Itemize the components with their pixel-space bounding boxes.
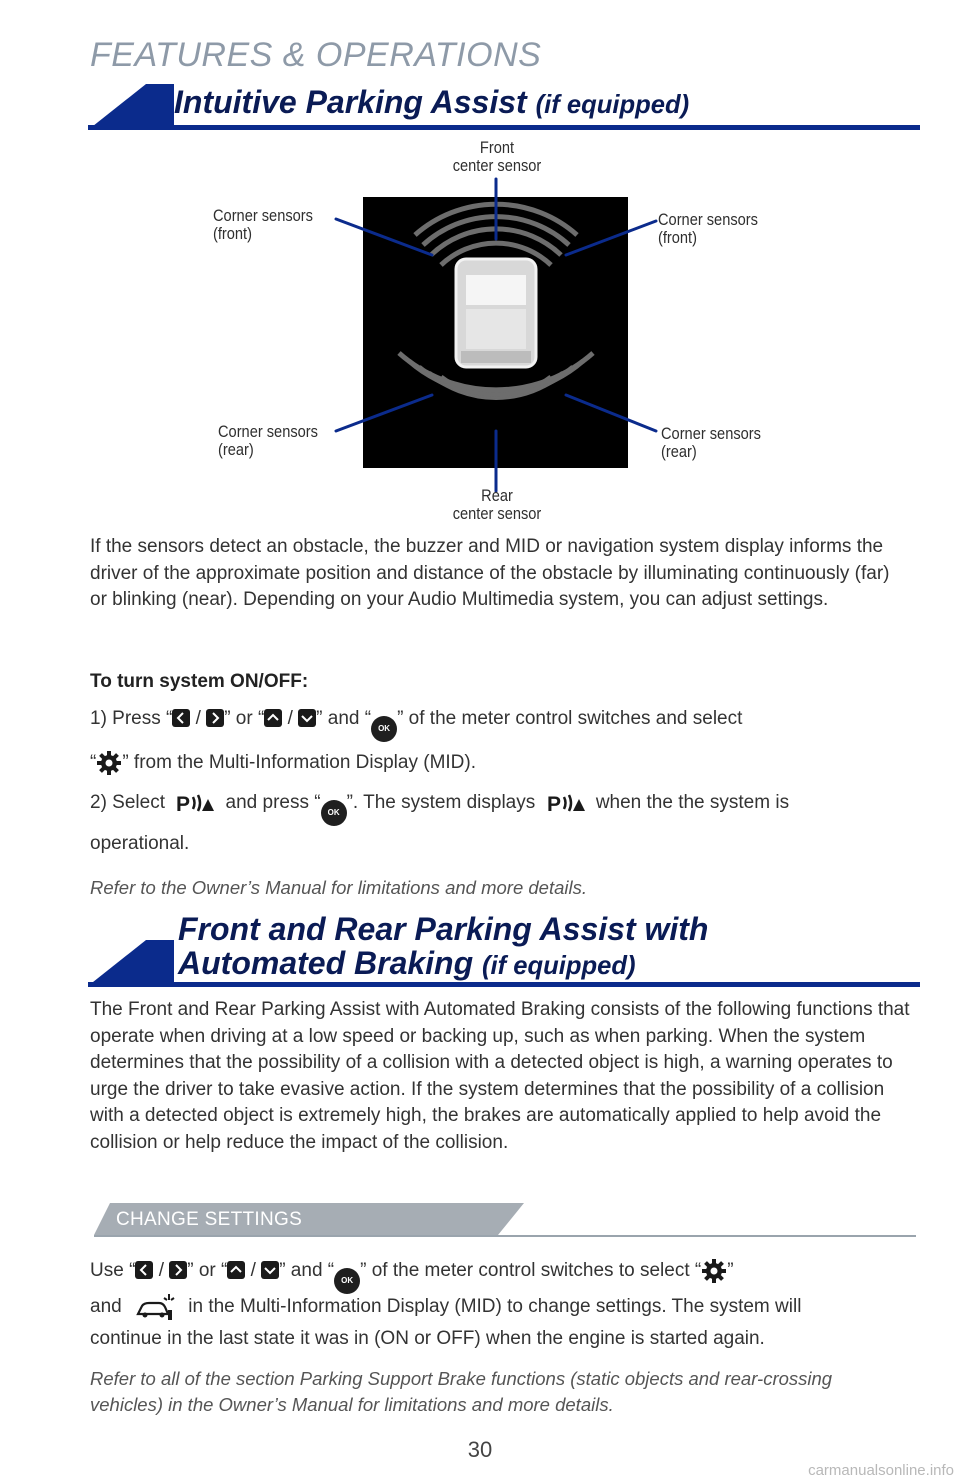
page-number: 30 [467,1437,493,1462]
label-corner-rear-right-line1: Corner sensors [661,424,761,443]
onoff-heading: To turn system ON/OFF: [90,671,309,692]
label-rear-center-line2: center sensor [452,504,542,523]
section-2-paragraph: The Front and Rear Parking Assist with Automated Braking consists of the following functions that operate when driving at a low speed or backing up, such as when parking. When the system determines that the possibility of a collision with a detected object is high, a warning operates to urge the driver to take evasive action. If the system determines that the possibility of a collision with a detected object is extremely high, the brakes are automatically applied to help avoid the collision or help reduce the impact of the collision. [90,999,910,1153]
label-corner-front-right-line2: (front) [658,228,697,247]
step1-slash-2: / [287,708,293,729]
chevron-right-icon [206,709,224,727]
step2-text-a: 2) Select [90,792,165,814]
section-2-title [178,912,708,983]
label-corner-rear-right [661,425,761,461]
gear-icon [96,750,122,776]
label-rear-center [445,487,550,523]
label-corner-rear-left [218,423,318,459]
parking-assist-indicator-icon [545,791,587,815]
intro-paragraph: If the sensors detect an obstacle, the buzzer and MID or navigation system display informs the driver of the approximate position and distance of the obstacle by illuminating continuously (far) or blinking (near). Depending on your Audio Multimedia system, you can adjust settings. [90,536,890,610]
step2-text-c: ”. The system displays [346,792,536,814]
settings-slash: / [158,1260,164,1282]
step-2-line [90,791,789,826]
step1-text-f: ” from the Multi-Information Display (MID). [122,752,477,774]
chevron-down-icon [261,1261,279,1279]
svg-text:P: P [176,793,191,815]
section-title-suffix: (if equipped) [535,91,690,119]
settings-line-1 [90,1258,734,1294]
label-rear-center-line1: Rear [481,486,513,505]
label-corner-front-left-line2: (front) [213,224,252,243]
settings-line-3: continue in the last state it was in (ON or OFF) when the engine is started again. [90,1328,765,1349]
label-front-center-line1: Front [479,138,515,157]
label-corner-rear-left-line2: (rear) [218,440,254,459]
settings-line-2 [90,1292,801,1322]
step2-text-d: when the the system is [595,792,790,814]
section-title [174,84,689,121]
step-2-line-2: operational. [90,833,190,854]
label-corner-front-right [658,211,758,247]
step1-text-d: ” of the meter control switches and select [397,708,743,729]
label-front-center-line2: center sensor [452,156,542,175]
section-2-title-suffix: (if equipped) [482,952,636,980]
label-front-center [445,139,550,175]
settings-note: Refer to all of the section Parking Support Brake functions (static objects and rear-crossing vehicles) in the Owner’s Manual for limitations and more details. [90,1368,833,1415]
change-settings-label: CHANGE SETTINGS [116,1209,303,1230]
parking-brake-vehicle-icon [135,1292,175,1322]
step1-text-b: ” or “ [224,708,265,729]
step2-text-b: and press “ [225,792,321,814]
settings-text-line2: in the Multi-Information Display (MID) to change settings. The system will [188,1296,802,1318]
step1-text-c: ” and “ [316,708,372,729]
owners-manual-note: Refer to the Owner’s Manual for limitations and more details. [90,877,587,898]
step-1-line-2 [90,750,476,776]
label-corner-front-left [213,207,313,243]
chevron-left-icon [135,1261,153,1279]
step1-text-e: “ [90,752,97,774]
section-2-title-bar [88,908,920,988]
section-2-title-line2-text: Automated Braking [178,945,474,981]
settings-text-a: Use “ [90,1260,136,1282]
section-2-title-line2 [178,946,708,983]
settings-text-c: ” and “ [279,1260,335,1282]
parking-assist-icon [174,791,216,815]
step1-text-a: 1) Press “ [90,708,173,729]
chevron-left-icon [172,709,190,727]
label-corner-rear-right-line2: (rear) [661,442,697,461]
chevron-up-icon [264,709,282,727]
section-title-text: Intuitive Parking Assist [174,84,527,120]
settings-slash-2: / [250,1260,256,1282]
watermark: carmanualsonline.info [808,1462,954,1479]
svg-text:P: P [546,793,561,815]
step-1-line [90,708,742,742]
ok-button-icon: OK [334,1268,360,1294]
chevron-right-icon [169,1261,187,1279]
diagram-callout-lines [320,175,660,495]
settings-text-and: and [90,1296,122,1318]
label-corner-rear-left-line1: Corner sensors [218,422,318,441]
ok-button-icon: OK [321,800,347,826]
chevron-up-icon [227,1261,245,1279]
settings-text-e: ” [727,1260,734,1282]
section-title-bar [88,84,920,132]
step1-slash: / [195,708,201,729]
label-corner-front-right-line1: Corner sensors [658,210,758,229]
label-corner-front-left-line1: Corner sensors [213,206,313,225]
page-header: FEATURES & OPERATIONS [90,36,542,74]
change-settings-tab [94,1203,524,1235]
gear-icon [701,1258,727,1284]
ok-button-icon: OK [371,716,397,742]
settings-text-b: ” or “ [187,1260,228,1282]
section-2-title-line1: Front and Rear Parking Assist with [178,911,709,947]
change-settings-rule [94,1235,916,1237]
settings-text-d: ” of the meter control switches to select “ [360,1260,702,1282]
chevron-down-icon [298,709,316,727]
